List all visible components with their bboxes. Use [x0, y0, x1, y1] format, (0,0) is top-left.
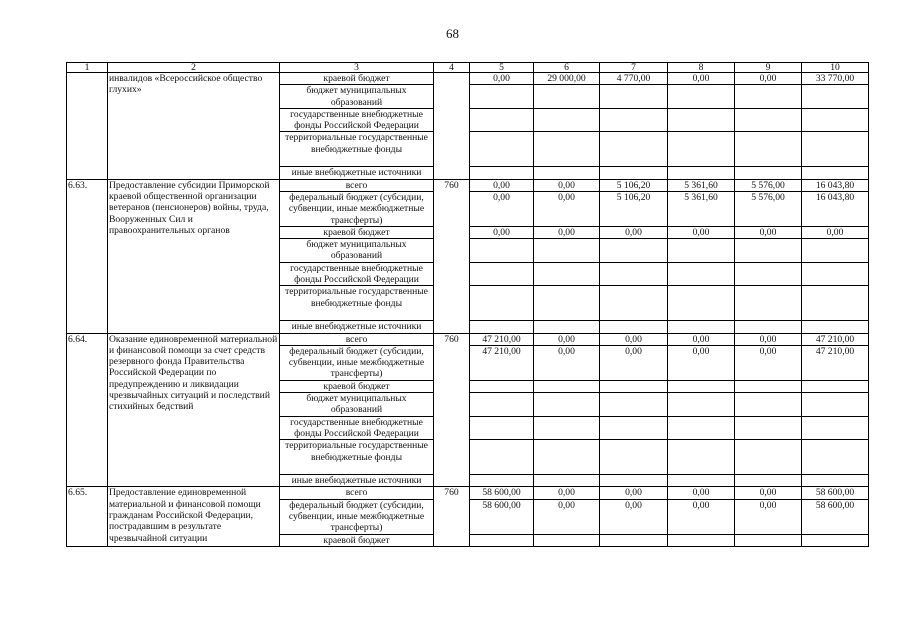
item-name: Оказание единовременной материальной и финансовой помощи за счет средств резервного фонда Правительства Российской Федерации по предупреждению и ликвидации чрезвычайных ситуаций и последствий стихийных бедствий: [108, 333, 280, 487]
funding-source: краевой бюджет: [280, 73, 434, 85]
item-name: Предоставление субсидии Приморской краевой общественной организации ветеранов (пенсионеров) войны, труда, Вооруженных Сил и правоохранительных органов: [108, 179, 280, 333]
value-col-9: 5 576,00: [735, 191, 802, 226]
value-col-7: [600, 393, 668, 417]
value-col-6: [534, 167, 600, 179]
value-col-5: [470, 108, 534, 132]
value-col-10: 0,00: [802, 226, 869, 238]
value-col-8: [668, 167, 735, 179]
value-col-10: [802, 440, 869, 475]
value-col-6: 29 000,00: [534, 73, 600, 85]
value-col-8: [668, 380, 735, 392]
value-col-6: [534, 85, 600, 109]
value-col-8: [668, 393, 735, 417]
value-col-7: [600, 132, 668, 167]
funding-source: бюджет муниципальных образований: [280, 393, 434, 417]
value-col-8: [668, 286, 735, 321]
value-col-7: [600, 534, 668, 546]
value-col-7: [600, 321, 668, 333]
value-col-7: [600, 380, 668, 392]
value-col-8: [668, 85, 735, 109]
funding-source: краевой бюджет: [280, 226, 434, 238]
value-col-8: 5 361,60: [668, 191, 735, 226]
item-number: 6.64.: [67, 333, 108, 487]
value-col-5: 47 210,00: [470, 345, 534, 380]
value-col-10: [802, 132, 869, 167]
value-col-8: 0,00: [668, 226, 735, 238]
value-col-6: [534, 380, 600, 392]
value-col-5: 58 600,00: [470, 499, 534, 534]
value-col-6: [534, 475, 600, 487]
value-col-9: [735, 534, 802, 546]
value-col-10: 58 600,00: [802, 499, 869, 534]
value-col-9: [735, 286, 802, 321]
value-col-5: [470, 440, 534, 475]
value-col-5: 47 210,00: [470, 333, 534, 345]
value-col-9: [735, 262, 802, 286]
funding-source: государственные внебюджетные фонды Российской Федерации: [280, 262, 434, 286]
value-col-7: 0,00: [600, 499, 668, 534]
value-col-9: 0,00: [735, 345, 802, 380]
item-number: 6.65.: [67, 487, 108, 546]
column-header-8: 8: [668, 63, 735, 73]
funding-source: всего: [280, 179, 434, 191]
funding-source: краевой бюджет: [280, 534, 434, 546]
value-col-6: 0,00: [534, 226, 600, 238]
funding-source: иные внебюджетные источники: [280, 475, 434, 487]
value-col-10: [802, 239, 869, 263]
value-col-5: 0,00: [470, 73, 534, 85]
value-col-6: [534, 239, 600, 263]
value-col-9: [735, 416, 802, 440]
value-col-6: [534, 132, 600, 167]
value-col-10: [802, 534, 869, 546]
value-col-7: 0,00: [600, 487, 668, 499]
value-col-8: 0,00: [668, 345, 735, 380]
value-col-9: 0,00: [735, 73, 802, 85]
value-col-8: [668, 239, 735, 263]
value-col-7: [600, 239, 668, 263]
value-col-10: [802, 262, 869, 286]
value-col-9: 0,00: [735, 333, 802, 345]
value-col-6: [534, 286, 600, 321]
value-col-7: 4 770,00: [600, 73, 668, 85]
funding-source: бюджет муниципальных образований: [280, 85, 434, 109]
funding-source: территориальные государственные внебюджетные фонды: [280, 440, 434, 475]
value-col-8: 0,00: [668, 487, 735, 499]
table-row: [67, 487, 869, 499]
value-col-9: [735, 393, 802, 417]
value-col-5: [470, 239, 534, 263]
funding-source: территориальные государственные внебюджетные фонды: [280, 132, 434, 167]
funding-source: краевой бюджет: [280, 380, 434, 392]
item-name: Предоставление единовременной материальной и финансовой помощи гражданам Российской Федерации, пострадавшим в результате чрезвычайной ситуации: [108, 487, 280, 546]
value-col-6: 0,00: [534, 179, 600, 191]
value-col-9: [735, 321, 802, 333]
item-number: [67, 73, 108, 180]
value-col-5: [470, 416, 534, 440]
value-col-10: 16 043,80: [802, 179, 869, 191]
funding-source: всего: [280, 487, 434, 499]
column-header-2: 2: [108, 63, 280, 73]
value-col-8: [668, 132, 735, 167]
table-row: [67, 73, 869, 85]
funding-source: территориальные государственные внебюджетные фонды: [280, 286, 434, 321]
value-col-10: [802, 475, 869, 487]
value-col-8: [668, 108, 735, 132]
value-col-5: [470, 167, 534, 179]
item-number: 6.63.: [67, 179, 108, 333]
value-col-10: [802, 416, 869, 440]
page-number: 68: [446, 26, 459, 41]
value-col-7: [600, 167, 668, 179]
value-col-7: [600, 85, 668, 109]
value-col-8: [668, 262, 735, 286]
value-col-6: 0,00: [534, 487, 600, 499]
funding-source: государственные внебюджетные фонды Российской Федерации: [280, 416, 434, 440]
budget-table: [66, 62, 869, 547]
value-col-5: [470, 132, 534, 167]
value-col-8: [668, 321, 735, 333]
column-header-5: 5: [470, 63, 534, 73]
value-col-7: [600, 262, 668, 286]
value-col-5: 0,00: [470, 226, 534, 238]
value-col-10: [802, 108, 869, 132]
value-col-7: 0,00: [600, 333, 668, 345]
value-col-10: 58 600,00: [802, 487, 869, 499]
funding-source: иные внебюджетные источники: [280, 167, 434, 179]
value-col-5: 0,00: [470, 191, 534, 226]
column-number-row: [67, 63, 869, 73]
value-col-9: [735, 167, 802, 179]
value-col-5: [470, 393, 534, 417]
column-header-4: 4: [434, 63, 470, 73]
value-col-9: [735, 239, 802, 263]
value-col-6: [534, 416, 600, 440]
funding-source: иные внебюджетные источники: [280, 321, 434, 333]
column-header-7: 7: [600, 63, 668, 73]
value-col-5: [470, 286, 534, 321]
value-col-7: 0,00: [600, 345, 668, 380]
value-col-7: [600, 440, 668, 475]
value-col-7: [600, 286, 668, 321]
funding-source: бюджет муниципальных образований: [280, 239, 434, 263]
gr-code: 760: [434, 487, 470, 546]
value-col-9: [735, 132, 802, 167]
value-col-10: 33 770,00: [802, 73, 869, 85]
value-col-5: [470, 321, 534, 333]
value-col-8: 0,00: [668, 73, 735, 85]
gr-code: [434, 73, 470, 180]
value-col-10: [802, 85, 869, 109]
value-col-9: [735, 440, 802, 475]
value-col-6: [534, 393, 600, 417]
value-col-10: [802, 321, 869, 333]
value-col-5: 58 600,00: [470, 487, 534, 499]
value-col-8: 0,00: [668, 499, 735, 534]
value-col-9: 0,00: [735, 487, 802, 499]
value-col-7: [600, 475, 668, 487]
column-header-6: 6: [534, 63, 600, 73]
column-header-3: 3: [280, 63, 434, 73]
value-col-10: 16 043,80: [802, 191, 869, 226]
value-col-6: [534, 440, 600, 475]
value-col-8: [668, 534, 735, 546]
value-col-10: [802, 380, 869, 392]
value-col-10: [802, 167, 869, 179]
value-col-6: [534, 262, 600, 286]
value-col-6: 0,00: [534, 345, 600, 380]
value-col-5: [470, 380, 534, 392]
item-name: инвалидов «Всероссийское общество глухих»: [108, 73, 280, 180]
value-col-9: [735, 85, 802, 109]
value-col-10: [802, 286, 869, 321]
value-col-5: [470, 85, 534, 109]
column-header-1: 1: [67, 63, 108, 73]
value-col-8: 0,00: [668, 333, 735, 345]
value-col-8: [668, 416, 735, 440]
value-col-7: 0,00: [600, 226, 668, 238]
column-header-10: 10: [802, 63, 869, 73]
value-col-8: 5 361,60: [668, 179, 735, 191]
value-col-6: [534, 321, 600, 333]
funding-source: федеральный бюджет (субсидии, субвенции, иные межбюджетные трансферты): [280, 499, 434, 534]
funding-source: федеральный бюджет (субсидии, субвенции, иные межбюджетные трансферты): [280, 191, 434, 226]
value-col-9: [735, 475, 802, 487]
value-col-7: 5 106,20: [600, 179, 668, 191]
value-col-10: [802, 393, 869, 417]
value-col-9: [735, 380, 802, 392]
value-col-9: 0,00: [735, 226, 802, 238]
value-col-6: 0,00: [534, 499, 600, 534]
value-col-7: [600, 108, 668, 132]
column-header-9: 9: [735, 63, 802, 73]
table-body: [67, 63, 869, 547]
value-col-5: [470, 534, 534, 546]
value-col-6: [534, 108, 600, 132]
value-col-6: 0,00: [534, 191, 600, 226]
value-col-10: 47 210,00: [802, 345, 869, 380]
value-col-7: 5 106,20: [600, 191, 668, 226]
value-col-9: 5 576,00: [735, 179, 802, 191]
value-col-8: [668, 440, 735, 475]
value-col-8: [668, 475, 735, 487]
value-col-7: [600, 416, 668, 440]
gr-code: 760: [434, 179, 470, 333]
funding-source: федеральный бюджет (субсидии, субвенции, иные межбюджетные трансферты): [280, 345, 434, 380]
value-col-6: 0,00: [534, 333, 600, 345]
value-col-10: 47 210,00: [802, 333, 869, 345]
value-col-5: 0,00: [470, 179, 534, 191]
gr-code: 760: [434, 333, 470, 487]
value-col-5: [470, 475, 534, 487]
value-col-5: [470, 262, 534, 286]
funding-source: всего: [280, 333, 434, 345]
funding-source: государственные внебюджетные фонды Российской Федерации: [280, 108, 434, 132]
value-col-9: [735, 108, 802, 132]
value-col-6: [534, 534, 600, 546]
table-row: [67, 179, 869, 191]
table-row: [67, 333, 869, 345]
value-col-9: 0,00: [735, 499, 802, 534]
